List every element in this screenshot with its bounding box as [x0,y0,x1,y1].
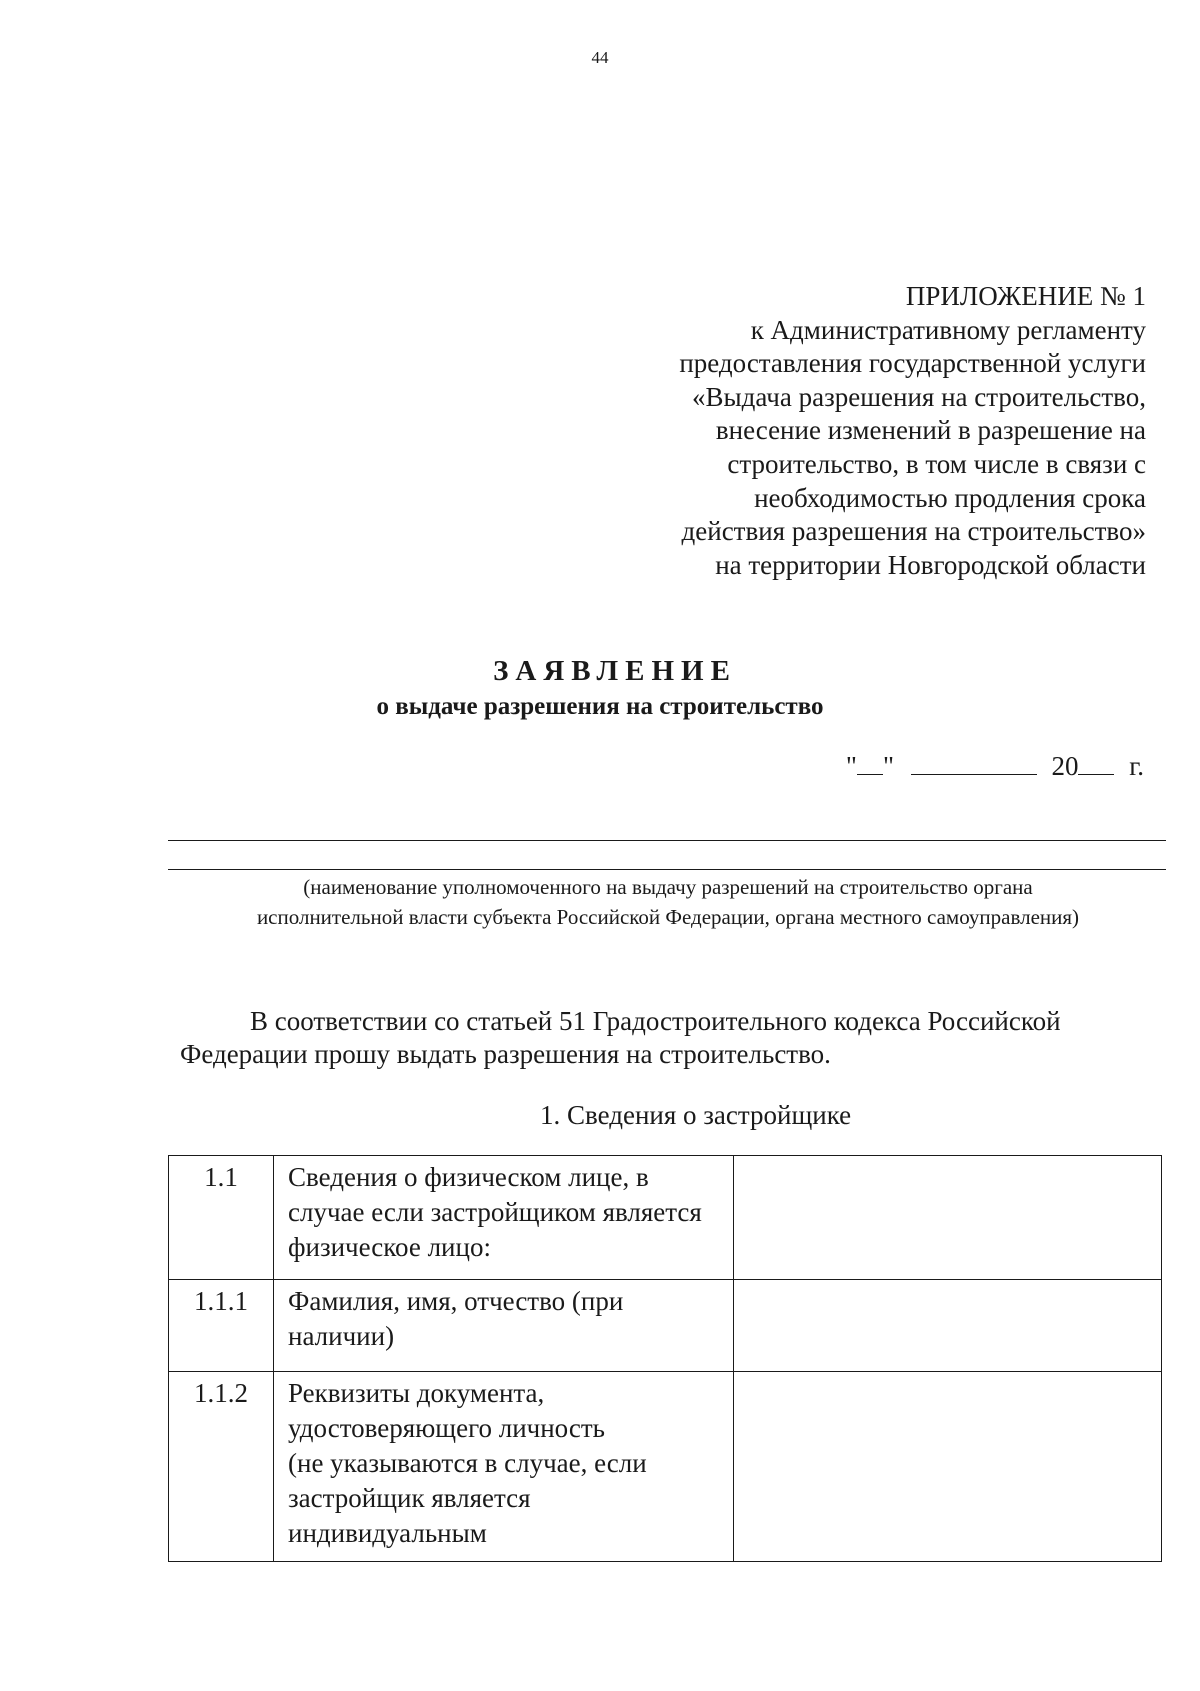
table-row [169,1156,1162,1280]
appendix-line: на территории Новгородской области [715,549,1146,580]
year-suffix: г. [1129,751,1144,781]
appendix-line: к Административному регламенту [750,314,1146,345]
appendix-line: «Выдача разрешения на строительство, [692,381,1146,412]
organ-caption-line: исполнительной власти субъекта Российской Федерации, органа местного самоуправления) [256,905,1080,929]
row-label-line: застройщик является [288,1483,531,1513]
row-label-line: случае если застройщиком является [288,1197,702,1227]
row-label-line: индивидуальным [288,1518,487,1548]
organ-name-field-line-1[interactable] [168,840,1166,841]
document-title-block [0,653,1200,725]
page-number: 44 [591,48,609,67]
organ-name-field-line-2[interactable] [168,869,1166,870]
row-label-line: удостоверяющего личность [288,1413,605,1443]
row-label-line: Реквизиты документа, [288,1378,545,1408]
year-blank[interactable] [1078,750,1114,775]
row-number: 1.1.2 [169,1372,274,1562]
intro-line: Федерации прошу выдать разрешения на строительство. [180,1039,831,1069]
appendix-line: предоставления государственной услуги [679,348,1146,379]
date-open-quote: " [845,751,857,781]
row-number: 1.1.1 [169,1280,274,1372]
row-number: 1.1 [169,1156,274,1280]
appendix-block [586,280,1146,582]
appendix-line: действия разрешения на строительство» [681,516,1146,547]
organ-caption [168,872,1168,932]
row-label-line: (не указываются в случае, если [288,1448,647,1478]
date-close-quote: " [882,751,894,781]
row-value-cell[interactable] [734,1280,1162,1372]
appendix-line: строительство, в том числе в связи с [727,448,1146,479]
appendix-line: ПРИЛОЖЕНИЕ № 1 [905,281,1146,311]
organ-caption-line: (наименование уполномоченного на выдачу разрешений на строительство органа [303,875,1033,899]
table-row [169,1280,1162,1372]
row-label [274,1156,734,1280]
row-label-line: Сведения о физическом лице, в [288,1162,649,1192]
row-label-line: физическое лицо: [288,1232,491,1262]
row-label [274,1280,734,1372]
row-label-line: наличии) [288,1321,395,1351]
row-value-cell[interactable] [734,1372,1162,1562]
row-value-cell[interactable] [734,1156,1162,1280]
document-subtitle: о выдаче разрешения на строительство [376,693,824,720]
month-blank[interactable] [911,750,1037,775]
developer-info-table [168,1155,1162,1562]
day-blank[interactable] [857,750,883,775]
intro-paragraph [180,1005,1120,1071]
table-row [169,1372,1162,1562]
row-label [274,1372,734,1562]
date-line [846,750,1144,782]
intro-line: В соответствии со статьей 51 Градостроительного кодекса Российской [250,1006,1061,1036]
row-label-line: Фамилия, имя, отчество (при [288,1286,624,1316]
year-prefix: 20 [1051,751,1079,781]
appendix-line: внесение изменений в разрешение на [715,415,1146,446]
appendix-line: необходимостью продления срока [754,482,1146,513]
document-title: ЗАЯВЛЕНИЕ [493,655,737,687]
section-heading: 1. Сведения о застройщике [540,1100,852,1130]
